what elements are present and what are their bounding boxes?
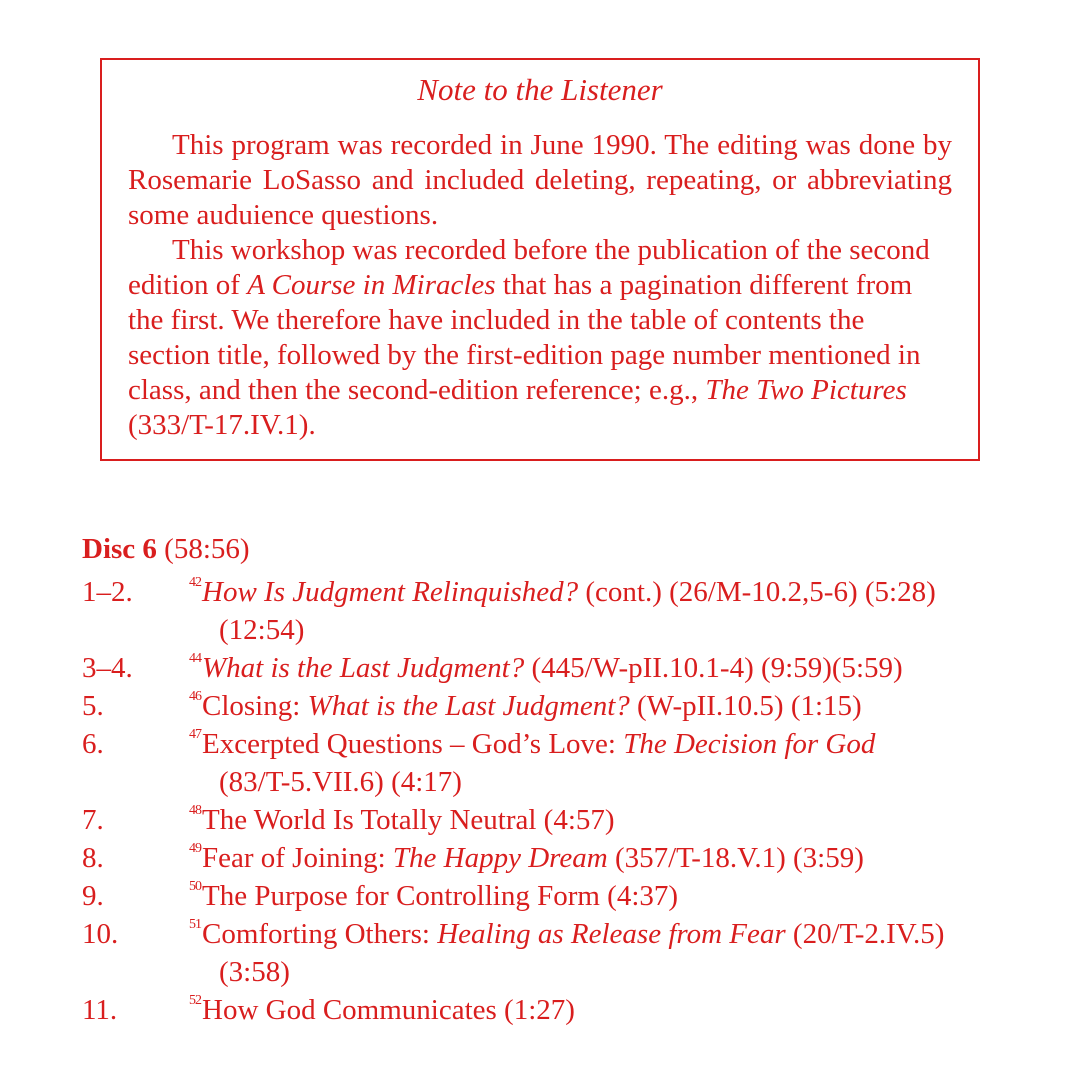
- track-row: [82, 801, 1042, 839]
- track-title: The Purpose for Controlling Form (4:37): [202, 880, 679, 912]
- track-ref: 52: [189, 993, 201, 1008]
- track-continuation: (12:54): [219, 614, 305, 646]
- track-number: 10.: [82, 918, 119, 950]
- track-row: 6. $^{47}$Excerpted Questions – God’s Love: The Decision for God (83/T-5.VII.6) (4:17): [82, 725, 1042, 801]
- track-row: 3–4. $^{44}$What is the Last Judgment? (445/W-pII.10.1-4) (9:59)(5:59): [82, 649, 1042, 687]
- book-title: A Course in Miracles: [247, 269, 496, 301]
- track-number: 1–2.: [82, 576, 133, 608]
- track-ref: 44: [189, 651, 201, 666]
- track-title: The World Is Totally Neutral (4:57): [202, 804, 615, 836]
- track-continuation: (3:58): [219, 956, 290, 988]
- track-row: [82, 877, 1042, 915]
- note-title: Note to the Listener: [417, 72, 663, 107]
- disc-duration: (58:56): [156, 533, 250, 565]
- track-title: What is the Last Judgment?: [307, 690, 630, 722]
- disc-track-list: [82, 530, 1042, 1029]
- track-row: [82, 991, 1042, 1029]
- track-ref: 50: [189, 879, 201, 894]
- track-ref: 51: [189, 917, 201, 932]
- track-number: 6.: [82, 728, 104, 760]
- track-ref: 46: [189, 689, 201, 704]
- track-row: 1–2. $^{42}$How Is Judgment Relinquished? (cont.) (26/M-10.2,5-6) (5:28) (12:54): [82, 573, 1042, 649]
- track-title: What is the Last Judgment?: [202, 652, 525, 684]
- track-row: 8. $^{49}$Fear of Joining: The Happy Dream (357/T-18.V.1) (3:59): [82, 839, 1042, 877]
- disc-label: Disc 6: [82, 533, 157, 565]
- note-body: [128, 128, 952, 443]
- track-row: 10. $^{51}$Comforting Others: Healing as Release from Fear (20/T-2.IV.5) (3:58): [82, 915, 1042, 991]
- track-ref: 49: [189, 841, 201, 856]
- track-number: 11.: [82, 994, 118, 1026]
- track-ref: 48: [189, 803, 201, 818]
- track-number: 5.: [82, 690, 104, 722]
- track-number: 7.: [82, 804, 104, 836]
- track-number: 3–4.: [82, 652, 133, 684]
- example-section-title: The Two Pictures: [705, 374, 907, 406]
- note-paragraph-2: This workshop was recorded before the publication of the second edition of A Course in Miracles that has a pagination different from the first. We therefore have included in the table of contents the section title, followed by the first-edition page number mentioned in class, and then the second-edition reference; e.g., The Two Pictures (333/T-17.IV.1).: [128, 234, 930, 441]
- track-title: How Is Judgment Relinquished?: [202, 576, 579, 608]
- track-title: The Happy Dream: [392, 842, 608, 874]
- track-ref: 47: [189, 727, 201, 742]
- track-title: Healing as Release from Fear: [437, 918, 786, 950]
- disc-heading: [82, 530, 1042, 568]
- note-paragraph-1: This program was recorded in June 1990. The editing was done by Rosemarie LoSasso and included deleting, repeating, or abbreviating some auduience questions.: [128, 129, 952, 231]
- note-box: [100, 58, 980, 461]
- track-number: 9.: [82, 880, 104, 912]
- track-title: The Decision for God: [623, 728, 876, 760]
- track-title: How God Communicates (1:27): [202, 994, 575, 1026]
- track-number: 8.: [82, 842, 104, 874]
- track-continuation: (83/T-5.VII.6) (4:17): [219, 766, 462, 798]
- track-row: 5. $^{46}$Closing: What is the Last Judgment? (W-pII.10.5) (1:15): [82, 687, 1042, 725]
- track-ref: 42: [189, 575, 201, 590]
